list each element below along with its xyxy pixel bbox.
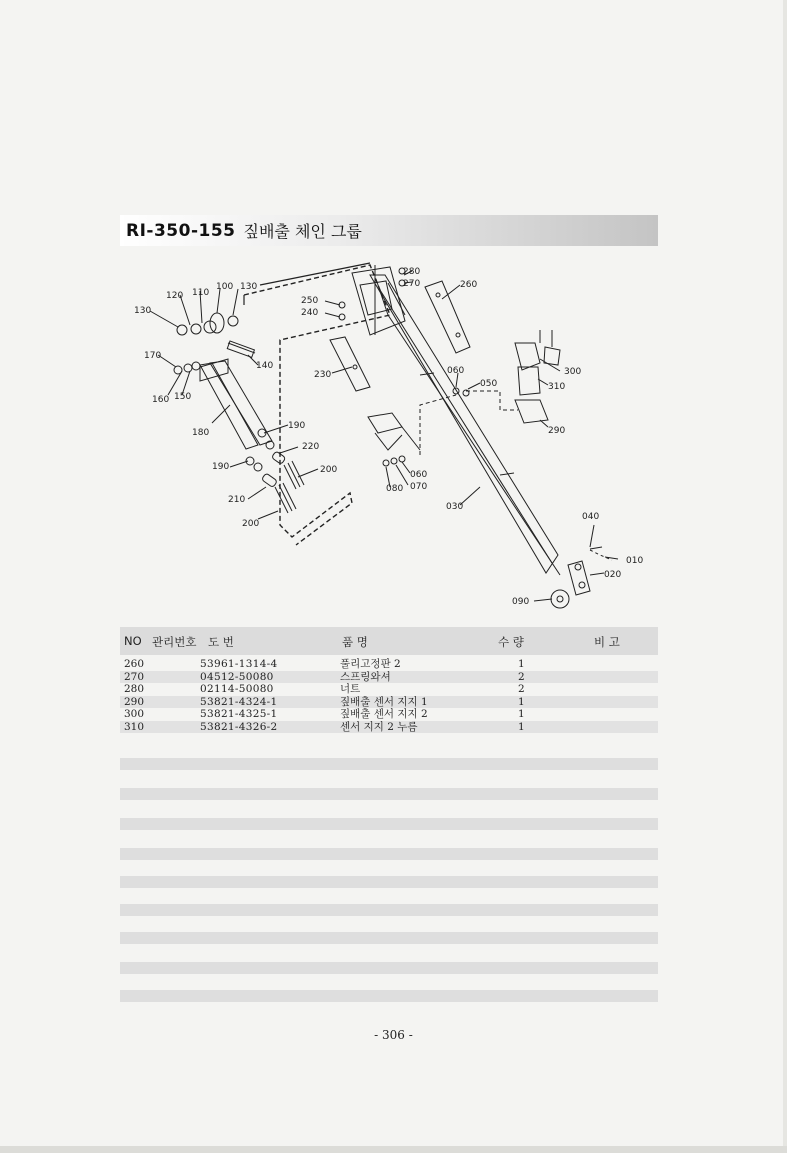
table-row <box>120 658 658 671</box>
callout-130-right: 130 <box>240 282 258 292</box>
row-part-name: 짚배출 센서 지지 2 <box>340 708 428 720</box>
header-no: NO <box>124 634 142 648</box>
empty-table-stripe <box>120 876 658 888</box>
table-row <box>120 671 658 684</box>
callout-160: 160 <box>152 395 170 405</box>
callout-230: 230 <box>314 370 332 380</box>
row-quantity: 2 <box>518 683 525 695</box>
row-part-number: 04512-50080 <box>200 670 274 683</box>
callout-190-top: 190 <box>288 421 306 431</box>
scan-right-edge <box>783 0 787 1153</box>
callout-310: 310 <box>548 382 566 392</box>
callout-170: 170 <box>144 351 162 361</box>
page-number: - 306 - <box>374 1028 413 1042</box>
callout-080: 080 <box>386 484 404 494</box>
callout-240: 240 <box>301 308 319 318</box>
empty-table-stripe <box>120 962 658 974</box>
row-part-number: 53821-4326-2 <box>200 720 278 733</box>
callout-120: 120 <box>166 291 184 301</box>
table-row <box>120 683 658 696</box>
empty-table-stripe <box>120 848 658 860</box>
callout-180: 180 <box>192 428 210 438</box>
callout-280: 280 <box>403 267 421 277</box>
header-note: 비 고 <box>594 635 620 649</box>
table-row <box>120 696 658 709</box>
row-part-name: 풀리고정판 2 <box>340 658 401 670</box>
parts-table-header <box>120 627 658 655</box>
callout-300: 300 <box>564 367 582 377</box>
section-title-band <box>120 215 658 246</box>
row-no: 310 <box>124 720 145 733</box>
row-quantity: 1 <box>518 695 525 708</box>
callout-030: 030 <box>446 502 464 512</box>
row-part-name: 센서 지지 2 누름 <box>340 720 418 733</box>
callout-020: 020 <box>604 570 622 580</box>
exploded-parts-diagram <box>120 255 658 617</box>
row-part-number: 02114-50080 <box>200 683 274 695</box>
callout-110: 110 <box>192 288 210 298</box>
callout-150: 150 <box>174 392 192 402</box>
callout-250: 250 <box>301 296 319 306</box>
header-drawing-number: 도 번 <box>208 635 234 649</box>
callout-200-bottom: 200 <box>242 519 260 529</box>
callout-040: 040 <box>582 512 600 522</box>
callout-220: 220 <box>302 442 320 452</box>
callout-190-bottom: 190 <box>212 462 230 472</box>
callout-050: 050 <box>480 379 498 389</box>
row-part-name: 스프링와셔 <box>340 670 391 683</box>
row-part-name: 너트 <box>340 683 361 695</box>
header-part-name: 품 명 <box>342 635 368 649</box>
callout-290: 290 <box>548 426 566 436</box>
header-quantity: 수 량 <box>498 635 524 649</box>
callout-210: 210 <box>228 495 246 505</box>
empty-table-stripe <box>120 932 658 944</box>
row-quantity: 1 <box>518 720 525 733</box>
row-part-number: 53821-4324-1 <box>200 695 278 708</box>
callout-010: 010 <box>626 556 644 566</box>
callout-270: 270 <box>403 279 421 289</box>
section-name: 짚배출 체인 그룹 <box>243 222 362 241</box>
row-part-number: 53961-1314-4 <box>200 658 278 670</box>
parts-table-body <box>120 658 658 733</box>
callout-130-left: 130 <box>134 306 152 316</box>
empty-table-stripe <box>120 818 658 830</box>
row-no: 300 <box>124 708 145 720</box>
row-quantity: 1 <box>518 708 525 720</box>
callout-140: 140 <box>256 361 274 371</box>
section-code: RI-350-155 <box>126 220 236 241</box>
callout-060-top: 060 <box>447 366 465 376</box>
empty-table-stripe <box>120 990 658 1002</box>
row-part-number: 53821-4325-1 <box>200 708 278 720</box>
table-row <box>120 721 658 734</box>
row-no: 270 <box>124 670 145 683</box>
callout-070: 070 <box>410 482 428 492</box>
callout-260: 260 <box>460 280 478 290</box>
row-no: 290 <box>124 695 145 708</box>
row-no: 260 <box>124 658 145 670</box>
row-part-name: 짚배출 센서 지지 1 <box>340 695 428 708</box>
callout-100: 100 <box>216 282 234 292</box>
callout-060-bottom: 060 <box>410 470 428 480</box>
callout-200-top: 200 <box>320 465 338 475</box>
scan-bottom-edge <box>0 1146 787 1153</box>
empty-table-stripe <box>120 788 658 800</box>
row-quantity: 1 <box>518 658 525 670</box>
callout-090: 090 <box>512 597 530 607</box>
row-quantity: 2 <box>518 670 525 683</box>
header-mgmt-number: 관리번호 <box>152 635 197 649</box>
empty-table-stripe <box>120 758 658 770</box>
row-no: 280 <box>124 683 145 695</box>
empty-table-stripe <box>120 904 658 916</box>
table-row <box>120 708 658 721</box>
